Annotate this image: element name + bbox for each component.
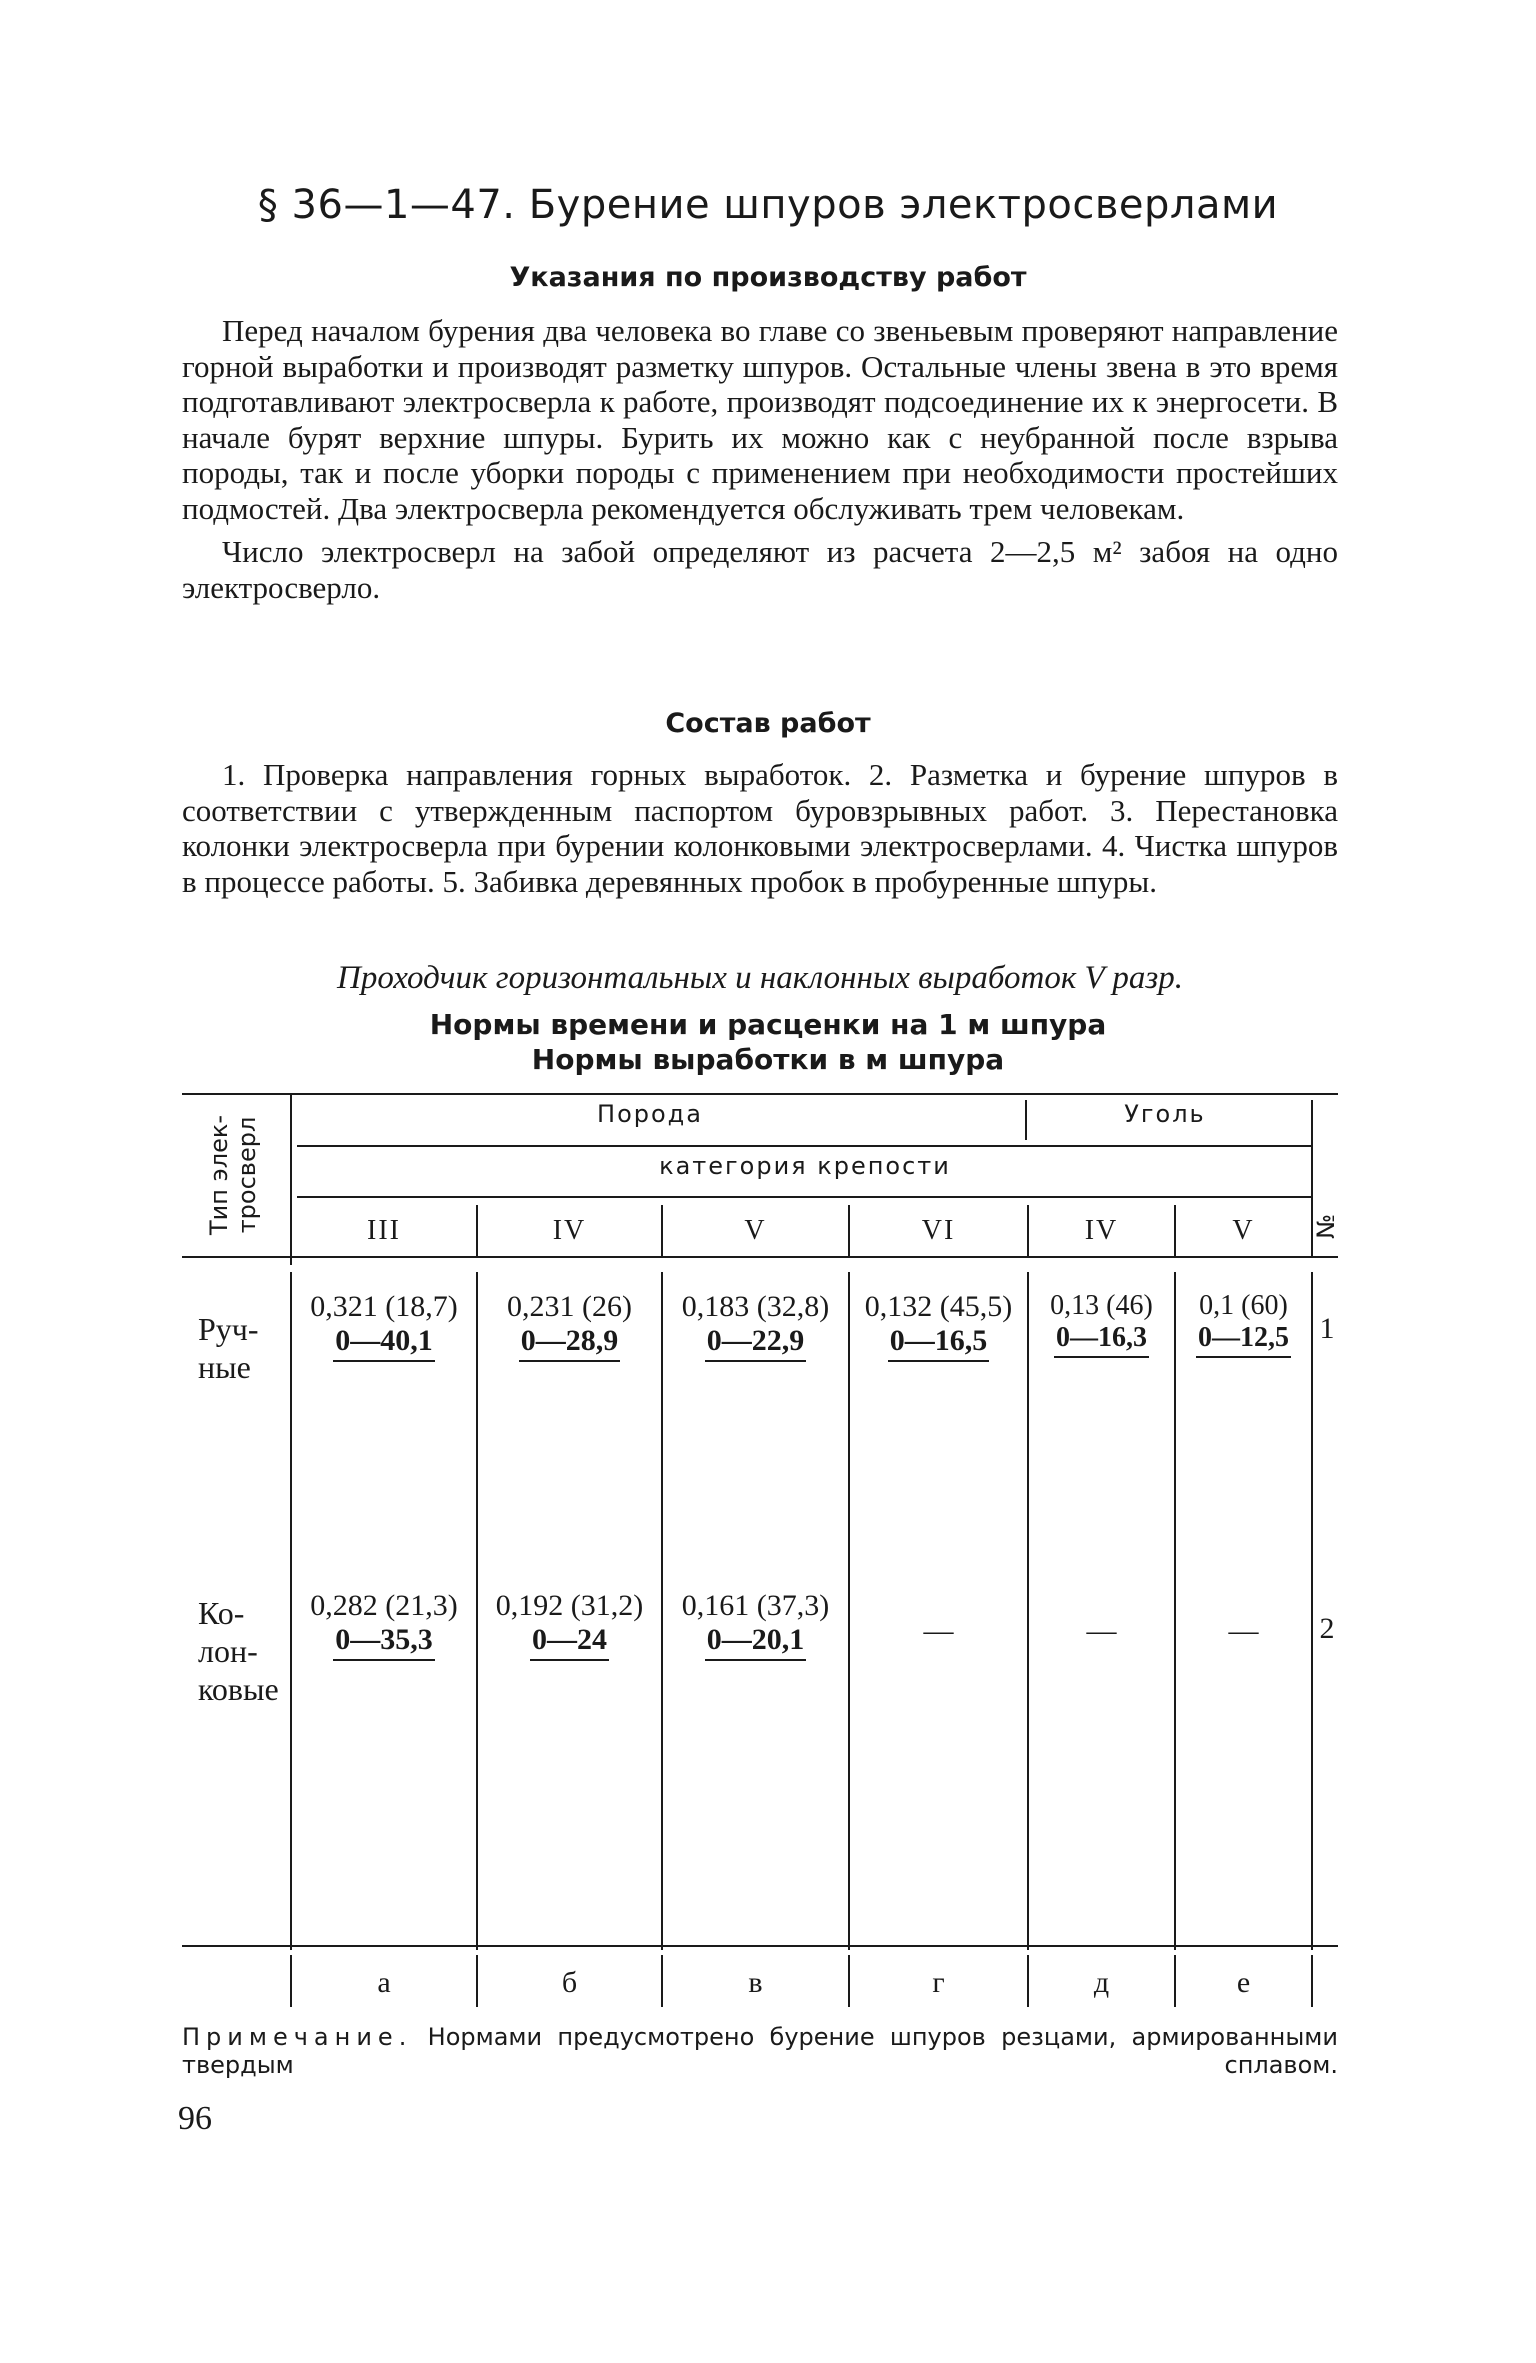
row-label-manual-line1: Руч- xyxy=(198,1311,259,1347)
stub-header-line1: Тип элек- xyxy=(205,1115,233,1236)
stub-header xyxy=(205,1100,261,1250)
row-number: 1 xyxy=(1319,1312,1335,1345)
footnote xyxy=(182,2023,1338,2079)
column-letter: г xyxy=(932,1966,945,1999)
cell-rate: 0—40,1 xyxy=(333,1324,435,1362)
col-divider-5-body xyxy=(1174,1272,1176,1950)
cell-rate: 0—16,5 xyxy=(888,1324,990,1362)
row-label-column-line3: ковые xyxy=(198,1671,279,1707)
table-cell-dash: — xyxy=(1228,1614,1259,1647)
rule-under-groups xyxy=(297,1145,1313,1147)
cell-norm: 0,192 (31,2) xyxy=(495,1589,644,1622)
rule-under-subheader xyxy=(297,1196,1313,1198)
worker-category: Проходчик горизонтальных и наклонных выработок V разр. xyxy=(337,960,1183,996)
table-cell xyxy=(292,1589,476,1661)
column-letter: б xyxy=(561,1966,578,1999)
norms-heading-time: Нормы времени и расценки на 1 м шпура xyxy=(429,1008,1107,1041)
footnote-label: Примечание. xyxy=(182,2023,413,2051)
cell-norm: 0,13 (46) xyxy=(1050,1290,1153,1321)
group-header-rock: Порода xyxy=(597,1100,703,1128)
group-divider xyxy=(1025,1100,1027,1140)
table-cell xyxy=(478,1290,661,1362)
cell-rate: 0—20,1 xyxy=(705,1623,807,1661)
cell-norm: 0,183 (32,8) xyxy=(681,1290,830,1323)
row-label-column-line2: лон- xyxy=(198,1633,258,1669)
row-label-column-line1: Ко- xyxy=(198,1595,245,1631)
row-label-manual xyxy=(198,1310,259,1386)
number-divider-body xyxy=(1311,1272,1313,1950)
column-header-d: IV xyxy=(1084,1215,1119,1246)
table-cell-dash: — xyxy=(1086,1614,1117,1647)
instructions-paragraph-1: Перед началом бурения два человека во главе со звеньевым проверяют направление горной выработки и производят разметку шпуров. Остальные члены звена в это время подготавливают электросверла к работе, производят подсоединение их к энергосети. В начале бурят верхние шпуры. Бурить их можно как с неубранной после взрыва породы, так и после уборки породы с применением при необходимости простейших подмостей. Два электросверла рекомендуется обслуживать трем человекам. xyxy=(182,313,1338,526)
subheader-strength: категория крепости xyxy=(659,1152,951,1180)
table-cell xyxy=(1176,1290,1311,1358)
group-header-coal: Уголь xyxy=(1124,1100,1206,1128)
page-number: 96 xyxy=(178,2100,212,2137)
cell-norm: 0,231 (26) xyxy=(507,1290,632,1323)
norms-heading-output: Нормы выработки в м шпура xyxy=(531,1043,1005,1076)
column-letter: в xyxy=(748,1966,763,1999)
cell-rate: 0—22,9 xyxy=(705,1324,807,1362)
column-letter: а xyxy=(377,1966,391,1999)
cell-norm: 0,161 (37,3) xyxy=(681,1589,830,1622)
table-cell xyxy=(292,1290,476,1362)
table-cell xyxy=(663,1589,848,1661)
letters-top-rule xyxy=(182,1945,1338,1947)
cell-rate: 0—28,9 xyxy=(519,1324,621,1362)
cell-rate: 0—16,3 xyxy=(1054,1322,1149,1358)
table-cell xyxy=(850,1290,1027,1362)
footnote-text: Нормами предусмотрено бурение шпуров резцами, армированными твердым сплавом. xyxy=(182,2023,1339,2079)
table-cell xyxy=(663,1290,848,1362)
column-letter: е xyxy=(1236,1966,1251,1999)
cell-rate: 0—24 xyxy=(530,1623,609,1661)
stub-header-line2: тросверл xyxy=(233,1116,261,1234)
cell-norm: 0,282 (21,3) xyxy=(310,1589,458,1622)
cell-norm: 0,132 (45,5) xyxy=(864,1290,1013,1323)
number-header: № xyxy=(1312,1214,1340,1239)
col-divider-3-body xyxy=(848,1272,850,1950)
instructions-text xyxy=(182,313,1338,605)
work-composition-heading: Состав работ xyxy=(665,708,871,739)
column-header-e: V xyxy=(1232,1215,1255,1246)
work-composition-paragraph: 1. Проверка направления горных выработок. 2. Разметка и бурение шпуров в соответствии с утвержденным паспортом буровзрывных работ. 3. Перестановка колонки электросверла при бурении колонковыми электросверлами. 4. Чистка шпуров в процессе работы. 5. Забивка деревянных пробок в пробуренные шпуры. xyxy=(182,757,1338,899)
table-cell xyxy=(478,1589,661,1661)
cell-rate: 0—35,3 xyxy=(333,1623,435,1661)
table-cell xyxy=(1029,1290,1174,1358)
work-composition-text xyxy=(182,757,1338,899)
row-number: 2 xyxy=(1319,1612,1335,1645)
column-header-a: III xyxy=(367,1215,401,1246)
row-label-manual-line2: ные xyxy=(198,1349,251,1385)
table-cell-dash: — xyxy=(923,1614,954,1647)
cell-norm: 0,1 (60) xyxy=(1199,1290,1288,1321)
column-header-b: IV xyxy=(552,1215,587,1246)
column-header-g: VI xyxy=(921,1215,956,1246)
row-label-column xyxy=(198,1594,279,1708)
header-bottom-rule xyxy=(182,1256,1338,1258)
section-title: § 36—1—47. Бурение шпуров электросверлами xyxy=(257,182,1279,228)
cell-norm: 0,321 (18,7) xyxy=(310,1290,458,1323)
cell-rate: 0—12,5 xyxy=(1196,1322,1291,1358)
column-letter: д xyxy=(1093,1966,1110,1999)
col-divider-4-body xyxy=(1027,1272,1029,1950)
number-divider-letters xyxy=(1311,1955,1313,2007)
table-top-rule xyxy=(182,1093,1338,1095)
instructions-paragraph-2: Число электросверл на забой определяют из расчета 2—2,5 м² забоя на одно электросверло. xyxy=(182,534,1338,605)
column-header-v: V xyxy=(744,1215,767,1246)
instructions-heading: Указания по производству работ xyxy=(509,262,1027,293)
